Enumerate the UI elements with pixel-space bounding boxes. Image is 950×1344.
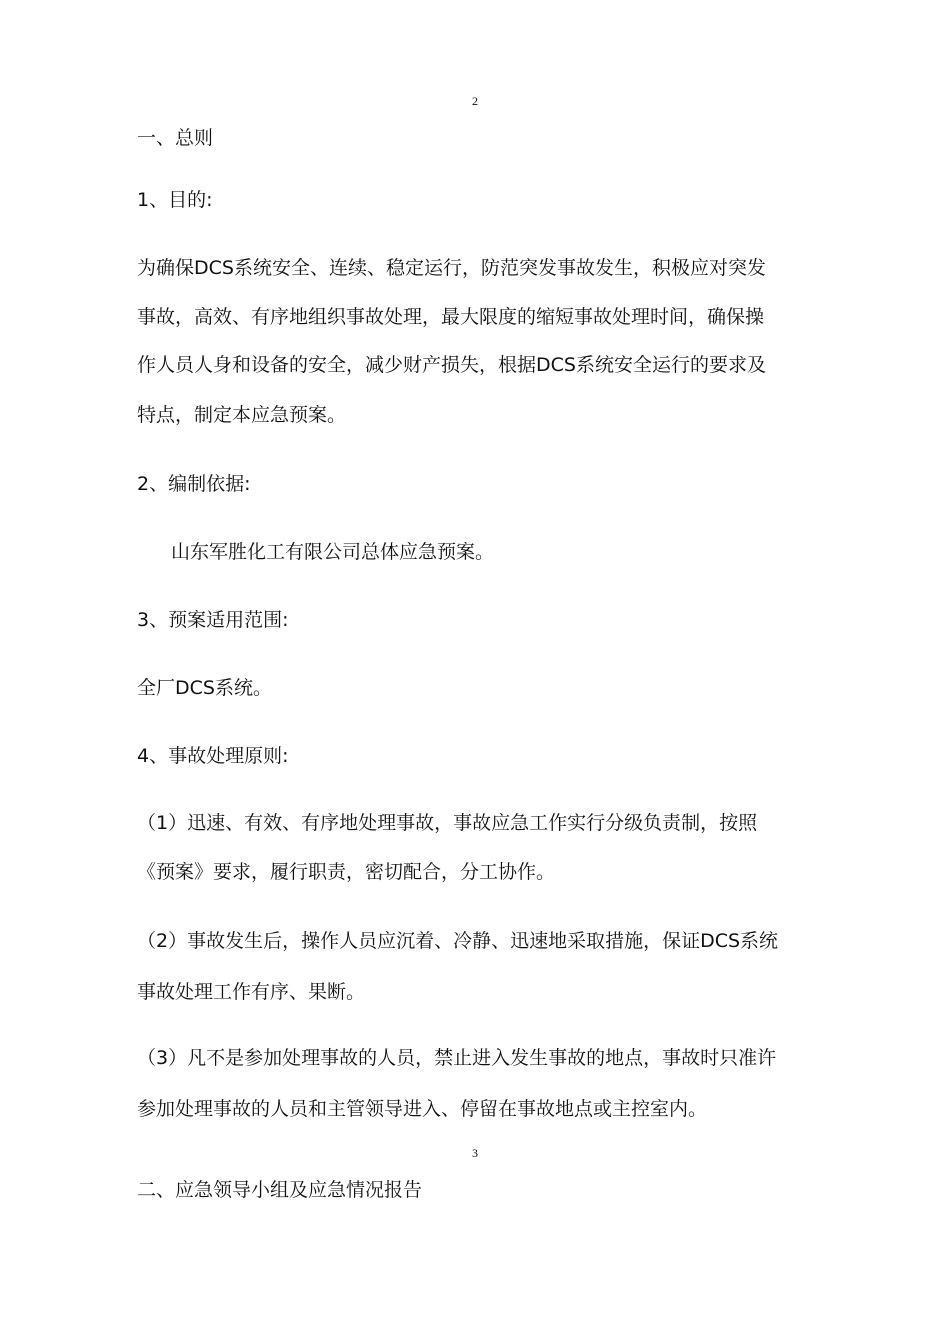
paragraph-line: 《预案》要求，履行职责，密切配合，分工协作。 bbox=[137, 861, 556, 883]
paragraph-line: 参加处理事故的人员和主管领导进入、停留在事故地点或主控室内。 bbox=[137, 1098, 708, 1120]
paragraph-line: 山东军胜化工有限公司总体应急预案。 bbox=[171, 541, 495, 563]
paragraph-line: （2）事故发生后，操作人员应沉着、冷静、迅速地采取措施，保证DCS系统 bbox=[137, 930, 779, 952]
paragraph-line: （1）迅速、有效、有序地处理事故，事故应急工作实行分级负责制，按照 bbox=[137, 812, 758, 834]
paragraph-line: （3）凡不是参加处理事故的人员，禁止进入发生事故的地点，事故时只准许 bbox=[137, 1047, 777, 1069]
paragraph-line: 事故处理工作有序、果断。 bbox=[137, 981, 366, 1003]
section-heading: 二、应急领导小组及应急情况报告 bbox=[137, 1179, 423, 1201]
paragraph-line: 作人员人身和设备的安全，减少财产损失，根据DCS系统安全运行的要求及 bbox=[137, 354, 766, 376]
item-heading: 1、目的: bbox=[137, 189, 213, 211]
paragraph-line: 全厂DCS系统。 bbox=[137, 677, 272, 699]
item-heading: 2、编制依据: bbox=[137, 473, 251, 495]
paragraph-line: 特点，制定本应急预案。 bbox=[137, 404, 347, 426]
item-heading: 4、事故处理原则: bbox=[137, 745, 289, 767]
item-heading: 3、预案适用范围: bbox=[137, 609, 289, 631]
page-number: 2 bbox=[472, 94, 478, 108]
page-number: 3 bbox=[472, 1146, 478, 1160]
paragraph-line: 事故，高效、有序地组织事故处理，最大限度的缩短事故处理时间，确保操 bbox=[137, 306, 765, 328]
section-heading: 一、总则 bbox=[137, 127, 214, 149]
paragraph-line: 为确保DCS系统安全、连续、稳定运行，防范突发事故发生，积极应对突发 bbox=[137, 257, 766, 279]
